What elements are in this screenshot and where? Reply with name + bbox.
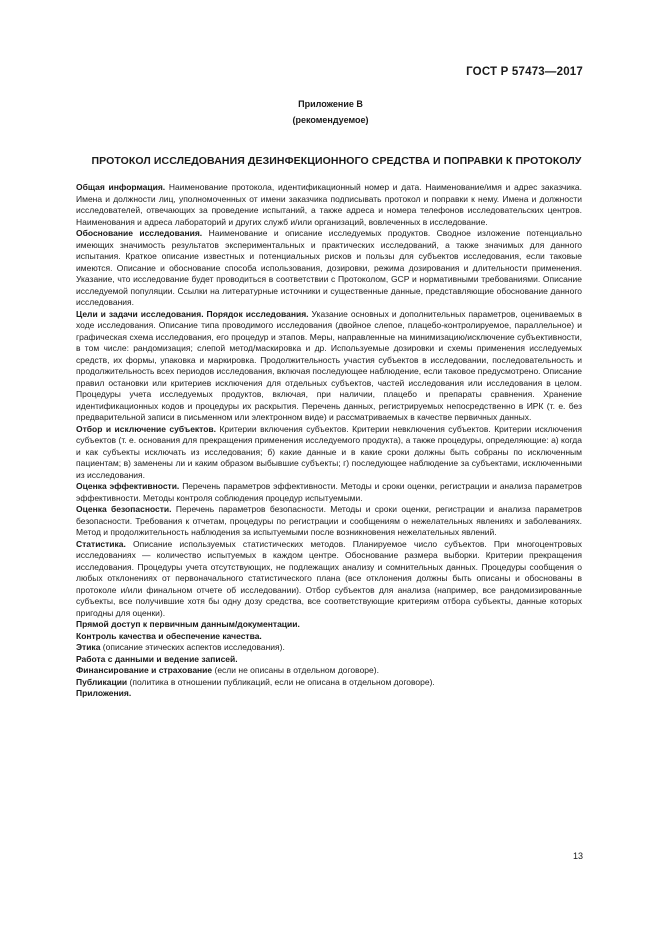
paragraph-lead: Публикации <box>76 676 128 687</box>
paragraph-lead: Прямой доступ к первичным данным/документации. <box>76 619 300 629</box>
paragraph-lead: Этика <box>76 642 101 652</box>
paragraph-text: Описание используемых статистических методов. Планируемое число субъектов. При многоцентровых исследованиях — количество испытуемых в каждом центре. Обоснование размера выборки. Критерии прекращения исследования. Процедуры учета отсутствующих, не подлежащих анализу и сомнительных данных. Процедуры сообщения о любых отклонениях от первоначального статистического плана (все отклонения должны быть описаны и обоснованы в протоколе и/или финальном отчете об исследовании). Отбор субъектов для анализа (например, все рандомизированные субъекты, все получившие хотя бы одну дозу средства, все соответствующие критериям отбора субъекты, данные которых пригодны для оценки). <box>76 538 582 618</box>
paragraph <box>76 424 582 482</box>
paragraph <box>76 619 582 631</box>
paragraph-lead: Финансирование и страхование <box>76 665 213 675</box>
paragraph-text: (если не описаны в отдельном договоре). <box>212 665 379 675</box>
paragraph-lead: Работа с данными и ведение записей. <box>76 653 238 664</box>
paragraph-lead: Общая информация. <box>76 182 166 192</box>
paragraph <box>76 228 582 309</box>
paragraph-lead: Обоснование исследования. <box>76 228 203 238</box>
paragraph <box>76 481 582 504</box>
paragraph <box>76 309 582 424</box>
paragraph-text: Наименование протокола, идентификационный номер и дата. Наименование/имя и адрес заказчика. Имена и должности лиц, уполномоченных от имени заказчика подписывать протокол и поправки к нему. Имена и должности исследователей, отвечающих за проведение испытаний, а также адреса и номера телефонов исследовательских центров. Наименования и адреса лабораторий и других служб и/или организаций, вовлеченных в исследование. <box>76 182 582 227</box>
paragraph <box>76 642 582 654</box>
paragraph-lead: Оценка эффективности. <box>76 481 180 491</box>
standard-header: ГОСТ Р 57473—2017 <box>466 66 583 78</box>
paragraph-text: Критерии включения субъектов. Критерии невключения субъектов. Критерии исключения субъектов (т. е. основания для прекращения применения исследуемого продукта), а также процедуры, определяющие: а) когда и как субъекты исключать из исследования; б) какие данные и в какие сроки должны быть собраны по исключенным пациентам; в) заменены ли и каким образом выбывшие субъекты; г) последующее наблюдение за субъектами, исключенными из исследования. <box>76 423 582 480</box>
paragraph-lead: Приложения. <box>76 688 132 698</box>
paragraph <box>76 688 582 700</box>
paragraph-lead: Цели и задачи исследования. Порядок исследования. <box>76 308 309 319</box>
appendix-heading <box>0 96 661 128</box>
paragraph-lead: Контроль качества и обеспечение качества. <box>76 630 262 641</box>
paragraph-text: Указание основных и дополнительных параметров, оцениваемых в ходе исследования. Описание типа проводимого исследования (двойное слепое, плацебо-контролируемое, параллельное) и графическая схема исследования, его процедур и этапов. Меры, направленные на минимизацию/исключение субъективности, в том числе: рандомизация; слепой метод/маскировка и др. Используемые дозировки и схемы применения исследуемых средств, их формы, упаковка и маркировка. Продолжительность участия субъектов в исследовании, последовательность и продолжительность всех периодов исследования, включая последующее наблюдение, если таковое предусмотрено. Описание правил остановки или критериев исключения для отдельных субъектов, частей исследования или исследования в целом. Процедуры учета исследуемых продуктов, включая, при наличии, плацебо и препараты сравнения. Хранение идентификационных кодов и процедуры их раскрытия. Перечень данных, регистрируемых непосредственно в ИРК (т. е. без предварительной записи в письменном или электронном виде) и рассматриваемых в качестве первичных данных. <box>76 308 583 422</box>
paragraph <box>76 539 582 620</box>
paragraph-lead: Статистика. <box>76 538 126 549</box>
paragraph <box>76 631 582 643</box>
paragraph-text: (политика в отношении публикаций, если не описана в отдельном договоре). <box>127 676 435 687</box>
paragraph <box>76 665 582 677</box>
appendix-subtitle: (рекомендуемое) <box>292 115 369 125</box>
paragraph <box>76 654 582 666</box>
paragraph <box>76 182 582 228</box>
paragraph-lead: Оценка безопасности. <box>76 504 172 514</box>
paragraph <box>76 504 582 539</box>
paragraph-text: (описание этических аспектов исследования). <box>100 642 285 652</box>
appendix-title: Приложение В <box>298 99 363 109</box>
document-body <box>76 182 582 700</box>
document-title: ПРОТОКОЛ ИССЛЕДОВАНИЯ ДЕЗИНФЕКЦИОННОГО СРЕДСТВА И ПОПРАВКИ К ПРОТОКОЛУ <box>91 155 582 167</box>
paragraph <box>76 677 582 689</box>
paragraph-text: Наименование и описание исследуемых продуктов. Сводное изложение потенциально имеющих значимость результатов экспериментальных и практических исследований, а также значимых для данного испытания. Краткое описание известных и потенциальных рисков и пользы для субъектов исследования, если таковые имеются. Описание и обоснование способа использования, дозировки, режима дозирования и длительности применения. Указание, что исследование будет проводиться в соответствии с Протоколом, GCP и нормативными требованиями. Описание исследуемой популяции. Ссылки на литературные источники и существенные данные, представляющие обоснование данного исследования. <box>76 228 583 307</box>
paragraph-lead: Отбор и исключение субъектов. <box>76 423 216 434</box>
page-number: 13 <box>572 851 583 861</box>
paragraph-text: Перечень параметров безопасности. Методы и сроки оценки, регистрации и анализа параметров безопасности. Требования к отчетам, процедуры по регистрации и сообщениям о нежелательных явлениях и заболеваниях. Метод и продолжительность наблюдения за испытуемыми после возникновения нежелательных явлений. <box>76 504 582 537</box>
paragraph-text: Перечень параметров эффективности. Методы и сроки оценки, регистрации и анализа параметров эффективности. Методы контроля соблюдения процедур испытуемыми. <box>76 481 582 503</box>
